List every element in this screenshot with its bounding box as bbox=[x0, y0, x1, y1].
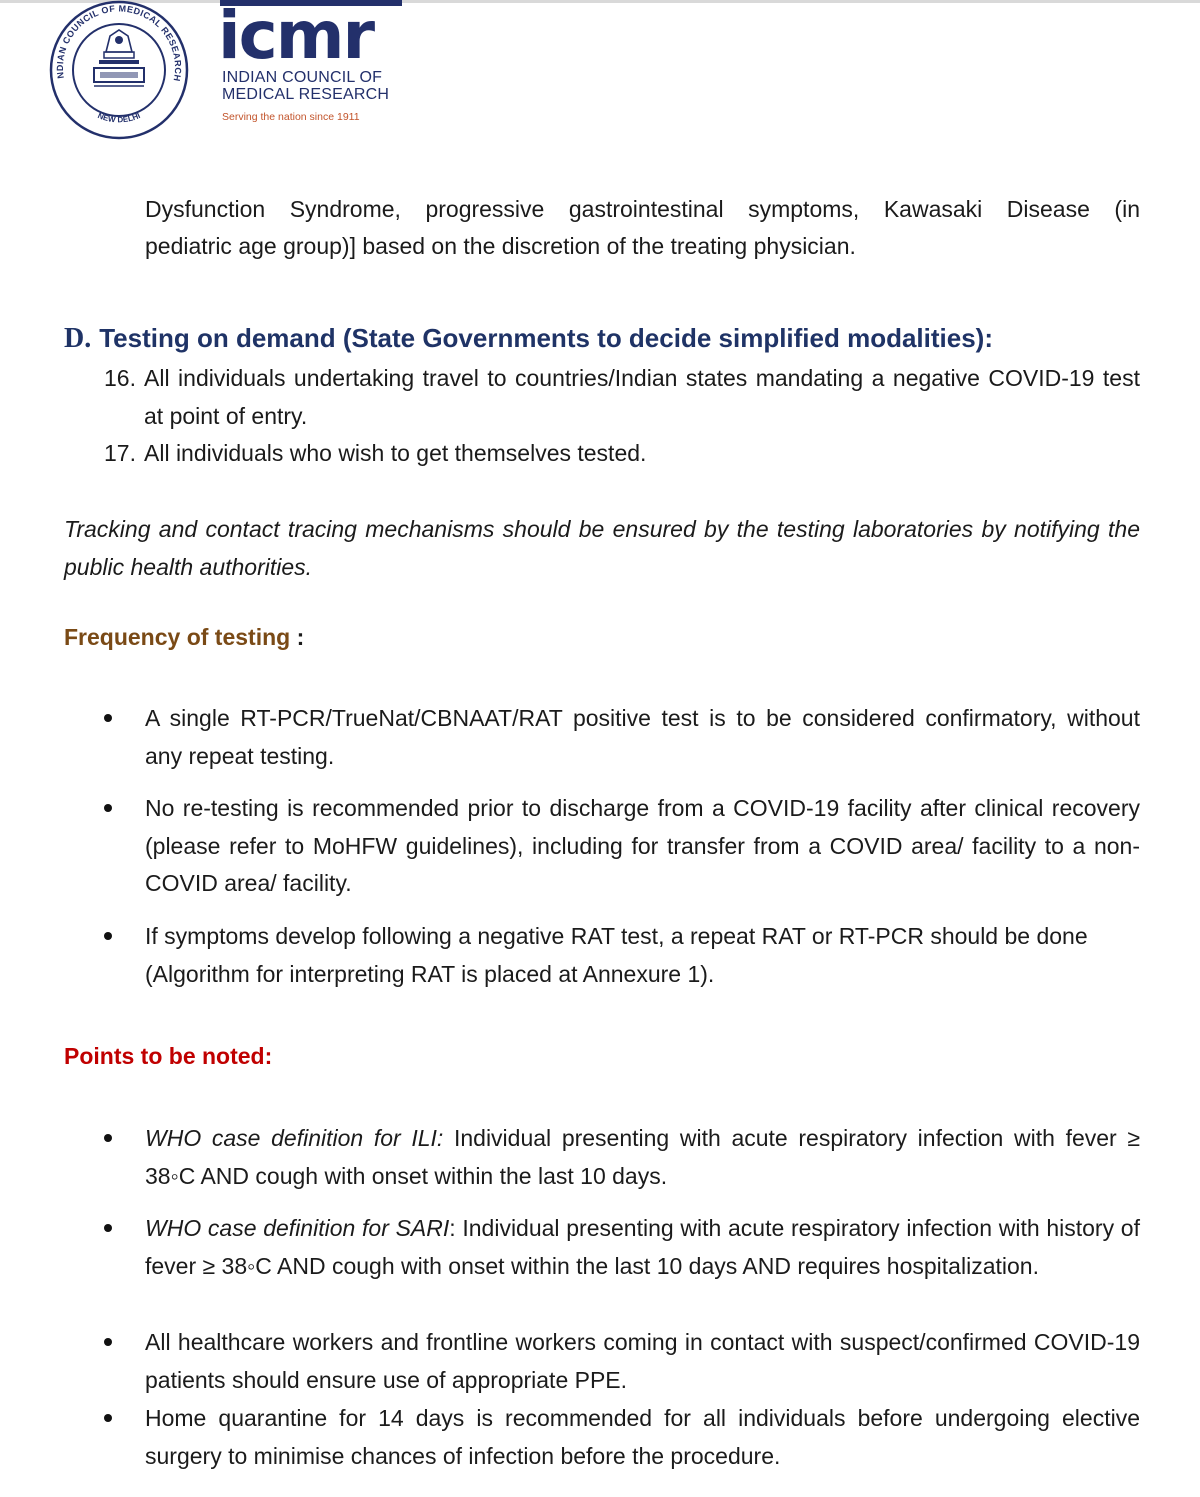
icmr-seal-logo bbox=[44, 0, 194, 146]
frequency-heading-text: Frequency of testing bbox=[64, 624, 291, 650]
bullet-dot bbox=[104, 1414, 112, 1422]
bullet-dot bbox=[104, 1134, 112, 1142]
section-d-title: Testing on demand (State Governments to decide simplified modalities): bbox=[99, 323, 993, 353]
bullet-text bbox=[145, 1210, 1140, 1285]
svg-text:INDIAN COUNCIL OF MEDICAL RESE: NDIAN COUNCIL OF MEDICAL RESEARCH bbox=[54, 3, 184, 83]
icmr-brand-block bbox=[220, 0, 420, 130]
numbered-item-17 bbox=[104, 435, 1140, 473]
item-text: All individuals undertaking travel to countries/Indian states mandating a negative COVID-19 test at point of entry. bbox=[144, 365, 1140, 429]
bullet-dot bbox=[104, 804, 112, 812]
bullet-dot bbox=[104, 932, 112, 940]
continuation-line-2: pediatric age group)] based on the discretion of the treating physician. bbox=[145, 233, 856, 259]
bullet-text: All healthcare workers and frontline workers coming in contact with suspect/confirmed COVID-19 patients should ensure use of appropriate PPE. bbox=[145, 1329, 1140, 1393]
bullet-lead: WHO case definition for SARI bbox=[145, 1215, 450, 1241]
bullet-body: Individual presenting with acute respiratory infection with fever ≥ 38◦C AND cough with onset within the last 10 days. bbox=[145, 1125, 1140, 1189]
brand-tagline: Serving the nation since 1911 bbox=[222, 111, 360, 123]
bullet-text: If symptoms develop following a negative RAT test, a repeat RAT or RT-PCR should be done (Algorithm for interpreting RAT is placed at Annexure 1). bbox=[145, 923, 1088, 987]
points-heading: Points to be noted: bbox=[64, 1043, 273, 1069]
section-d-letter: D. bbox=[64, 323, 92, 354]
brand-name-line2: MEDICAL RESEARCH bbox=[222, 86, 390, 103]
bullet-text: A single RT-PCR/TrueNat/CBNAAT/RAT positive test is to be considered confirmatory, without any repeat testing. bbox=[145, 705, 1140, 769]
continuation-line-1: Dysfunction Syndrome, progressive gastrointestinal symptoms, Kawasaki Disease (in bbox=[145, 196, 1140, 222]
bullet-dot bbox=[104, 714, 112, 722]
tracking-note: Tracking and contact tracing mechanisms should be ensured by the testing laboratories by notifying the public health authorities. bbox=[64, 516, 1140, 580]
numbered-item-16 bbox=[104, 360, 1140, 435]
frequency-heading bbox=[64, 624, 304, 651]
bullet-body: : Individual presenting with acute respiratory infection with history of fever ≥ 38◦C AND cough with onset within the last 10 days AND requires hospitalization. bbox=[145, 1215, 1140, 1279]
bullet-dot bbox=[104, 1338, 112, 1346]
brand-name-line1: INDIAN COUNCIL OF bbox=[222, 69, 383, 86]
section-d-heading bbox=[64, 320, 993, 357]
bullet-dot bbox=[104, 1224, 112, 1232]
frequency-heading-colon: : bbox=[290, 624, 305, 650]
bullet-text: Home quarantine for 14 days is recommended for all individuals before undergoing elective surgery to minimise chances of infection before the procedure. bbox=[145, 1405, 1140, 1469]
svg-text:icmr: icmr bbox=[218, 4, 374, 64]
item-number: 16. bbox=[104, 365, 136, 391]
bullet-lead: WHO case definition for ILI: bbox=[145, 1125, 444, 1151]
bullet-text bbox=[145, 1120, 1140, 1195]
bullet-text: No re-testing is recommended prior to discharge from a COVID-19 facility after clinical recovery (please refer to MoHFW guidelines), including for transfer from a COVID area/ facility to a non-COVID area/ facility. bbox=[145, 795, 1140, 896]
svg-text:NEW DELHI: NEW DELHI bbox=[96, 110, 142, 125]
icmr-wordmark-logo bbox=[216, 4, 406, 64]
item-number: 17. bbox=[104, 440, 136, 466]
brand-name bbox=[222, 69, 389, 103]
item-text: All individuals who wish to get themselves tested. bbox=[144, 440, 647, 466]
